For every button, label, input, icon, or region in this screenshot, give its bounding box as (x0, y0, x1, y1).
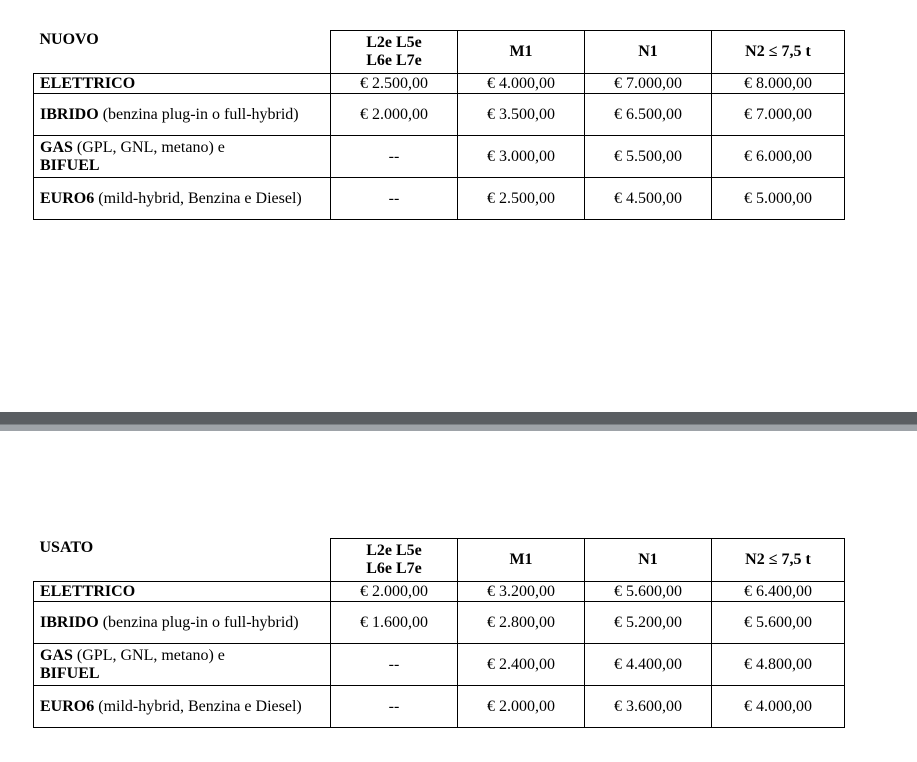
table-row (34, 136, 845, 178)
cell: € 5.200,00 (585, 602, 712, 644)
cell: € 2.000,00 (331, 582, 458, 602)
cell: € 7.000,00 (585, 74, 712, 94)
table-title: NUOVO (34, 31, 331, 74)
row-label: ELETTRICO (34, 582, 331, 602)
table-row (34, 74, 845, 94)
cell: € 5.600,00 (712, 602, 845, 644)
cell: € 5.600,00 (585, 582, 712, 602)
col-header-n2: N2 ≤ 7,5 t (712, 31, 845, 74)
cell: € 2.000,00 (458, 686, 585, 728)
cell: € 6.400,00 (712, 582, 845, 602)
cell: € 7.000,00 (712, 94, 845, 136)
cell: -- (331, 136, 458, 178)
cell: € 3.500,00 (458, 94, 585, 136)
row-label: IBRIDO (benzina plug-in o full-hybrid) (34, 602, 331, 644)
table-title: USATO (34, 539, 331, 582)
col-header-n1: N1 (585, 31, 712, 74)
col-header-l: L2e L5e L6e L7e (331, 539, 458, 582)
table-header-row (34, 539, 845, 582)
cell: € 2.800,00 (458, 602, 585, 644)
col-header-m1: M1 (458, 539, 585, 582)
cell: € 4.400,00 (585, 644, 712, 686)
row-label: EURO6 (mild-hybrid, Benzina e Diesel) (34, 178, 331, 220)
cell: -- (331, 644, 458, 686)
cell: € 1.600,00 (331, 602, 458, 644)
col-header-n1: N1 (585, 539, 712, 582)
table-row (34, 178, 845, 220)
row-label: GAS (GPL, GNL, metano) e BIFUEL (34, 136, 331, 178)
cell: € 2.500,00 (331, 74, 458, 94)
col-header-n2: N2 ≤ 7,5 t (712, 539, 845, 582)
cell: € 2.000,00 (331, 94, 458, 136)
cell: € 5.500,00 (585, 136, 712, 178)
row-label: GAS (GPL, GNL, metano) e BIFUEL (34, 644, 331, 686)
cell: € 5.000,00 (712, 178, 845, 220)
table-row (34, 602, 845, 644)
cell: € 6.500,00 (585, 94, 712, 136)
row-label: ELETTRICO (34, 74, 331, 94)
cell: -- (331, 178, 458, 220)
cell: € 3.000,00 (458, 136, 585, 178)
cell: € 6.000,00 (712, 136, 845, 178)
cell: € 2.500,00 (458, 178, 585, 220)
cell: € 4.000,00 (458, 74, 585, 94)
cell: € 4.500,00 (585, 178, 712, 220)
col-header-l: L2e L5e L6e L7e (331, 31, 458, 74)
table-row (34, 644, 845, 686)
cell: € 3.600,00 (585, 686, 712, 728)
cell: € 4.800,00 (712, 644, 845, 686)
table-row (34, 686, 845, 728)
usato-table (33, 538, 845, 728)
table-row (34, 94, 845, 136)
row-label: IBRIDO (benzina plug-in o full-hybrid) (34, 94, 331, 136)
cell: € 2.400,00 (458, 644, 585, 686)
table-header-row (34, 31, 845, 74)
nuovo-table (33, 30, 845, 220)
col-header-m1: M1 (458, 31, 585, 74)
cell: € 4.000,00 (712, 686, 845, 728)
table-row (34, 582, 845, 602)
page-separator (0, 412, 917, 431)
row-label: EURO6 (mild-hybrid, Benzina e Diesel) (34, 686, 331, 728)
cell: € 8.000,00 (712, 74, 845, 94)
cell: € 3.200,00 (458, 582, 585, 602)
cell: -- (331, 686, 458, 728)
